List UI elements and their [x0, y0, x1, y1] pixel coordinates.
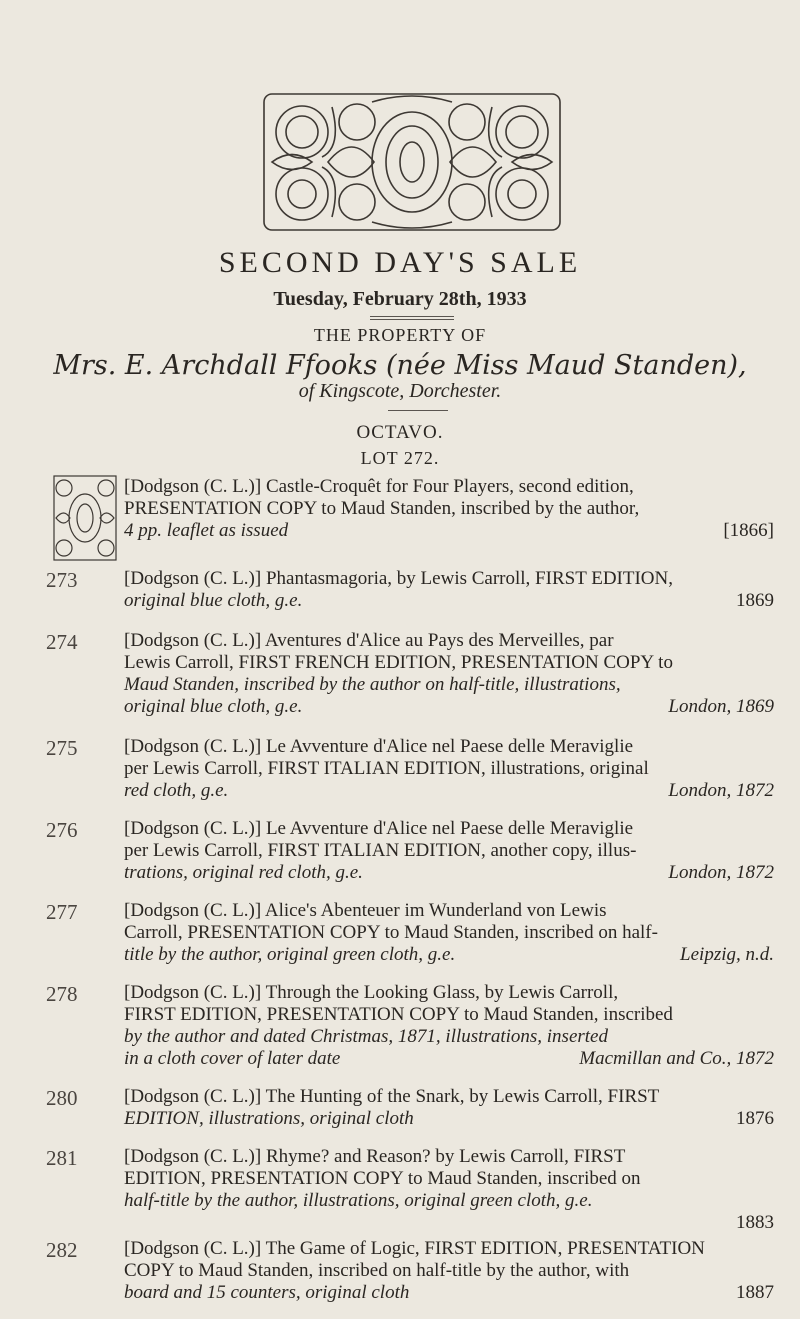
- sale-title: SECOND DAY'S SALE: [218, 246, 582, 279]
- lot-description: [124, 900, 774, 966]
- lot-number: 282: [46, 1238, 78, 1262]
- lot-line: [Dodgson (C. L.)] Aventures d'Alice au Pays des Merveilles, par: [124, 630, 614, 651]
- owner-residence: of Kingscote, Dorchester.: [298, 380, 502, 402]
- lot-line: Maud Standen, inscribed by the author on half-title, illustrations,: [124, 674, 621, 695]
- property-of-label: THE PROPERTY OF: [313, 325, 487, 345]
- lot-line: in a cloth cover of later date: [124, 1048, 341, 1069]
- lot-date: 1876: [736, 1108, 774, 1129]
- lot-line: [Dodgson (C. L.)] Rhyme? and Reason? by Lewis Carroll, FIRST: [124, 1146, 626, 1167]
- lot-line: [Dodgson (C. L.)] Alice's Abenteuer im Wunderland von Lewis: [124, 900, 607, 921]
- lot-line: 4 pp. leaflet as issued: [124, 520, 289, 541]
- lot-line: per Lewis Carroll, FIRST ITALIAN EDITION, another copy, illus-: [124, 840, 637, 861]
- lot-line: [Dodgson (C. L.)] Le Avventure d'Alice nel Paese delle Meraviglie: [124, 818, 634, 839]
- lot-line: board and 15 counters, original cloth: [124, 1282, 410, 1303]
- lot-line-with-date: [124, 944, 774, 966]
- lot-number: 278: [46, 982, 78, 1006]
- lot-date: London, 1872: [668, 862, 774, 883]
- lot-line: [Dodgson (C. L.)] The Hunting of the Snark, by Lewis Carroll, FIRST: [124, 1086, 660, 1107]
- lot-description: [124, 1146, 774, 1234]
- lot-number: 273: [46, 568, 78, 592]
- lot-description: [124, 630, 774, 718]
- lot-illustration-image: [52, 474, 118, 562]
- lot-line-with-date: [124, 590, 774, 612]
- lot-number: 274: [46, 630, 78, 654]
- lot-number: 280: [46, 1086, 78, 1110]
- lot-line: per Lewis Carroll, FIRST ITALIAN EDITION, illustrations, original: [124, 758, 649, 779]
- lot-date: 1883: [736, 1212, 774, 1233]
- lot-date: London, 1869: [668, 696, 774, 717]
- lot-line-with-date: [124, 1048, 774, 1070]
- section-heading: OCTAVO.: [356, 422, 444, 443]
- lot-line-with-date: [124, 1108, 774, 1130]
- lot-line-with-date: [124, 520, 774, 542]
- lot-description: [124, 818, 774, 884]
- lot-number: 277: [46, 900, 78, 924]
- lot-date: 1869: [736, 590, 774, 611]
- lot-heading: LOT 272.: [360, 448, 440, 468]
- lot-line: by the author and dated Christmas, 1871, illustrations, inserted: [124, 1026, 608, 1047]
- lot-description: [124, 1086, 774, 1130]
- lot-description: [124, 982, 774, 1070]
- lot-number: 275: [46, 736, 78, 760]
- lot-line: PRESENTATION COPY to Maud Standen, inscribed by the author,: [124, 498, 640, 519]
- lot-date: [1866]: [723, 520, 774, 541]
- lot-line-with-date: [124, 862, 774, 884]
- lot-description: [124, 1238, 774, 1304]
- sale-date: Tuesday, February 28th, 1933: [273, 288, 527, 310]
- lot-line: [Dodgson (C. L.)] The Game of Logic, FIRST EDITION, PRESENTATION: [124, 1238, 705, 1259]
- lot-line: red cloth, g.e.: [124, 780, 229, 801]
- lot-date: 1887: [736, 1282, 774, 1303]
- lot-date: Leipzig, n.d.: [680, 944, 774, 965]
- lot-line: half-title by the author, illustrations, original green cloth, g.e.: [124, 1190, 593, 1211]
- lot-line: Carroll, PRESENTATION COPY to Maud Standen, inscribed on half-: [124, 922, 658, 943]
- lot-line: original blue cloth, g.e.: [124, 590, 303, 611]
- lot-line: EDITION, illustrations, original cloth: [124, 1108, 414, 1129]
- lot-line: [Dodgson (C. L.)] Castle-Croquêt for Four Players, second edition,: [124, 476, 634, 497]
- lot-line: [Dodgson (C. L.)] Phantasmagoria, by Lewis Carroll, FIRST EDITION,: [124, 568, 673, 589]
- lot-line: COPY to Maud Standen, inscribed on half-title by the author, with: [124, 1260, 630, 1281]
- lot-date: London, 1872: [668, 780, 774, 801]
- lot-date: Macmillan and Co., 1872: [579, 1048, 774, 1069]
- lot-line: title by the author, original green cloth, g.e.: [124, 944, 456, 965]
- lot-number: 281: [46, 1146, 78, 1170]
- owner-name: Mrs. E. Archdall Ffooks (née Miss Maud Standen),: [53, 350, 747, 381]
- lot-line: original blue cloth, g.e.: [124, 696, 303, 717]
- ornament-header-decoration: [262, 92, 562, 232]
- lot-line-with-date: [124, 1282, 774, 1304]
- lot-line: Lewis Carroll, FIRST FRENCH EDITION, PRESENTATION COPY to: [124, 652, 673, 673]
- lot-line: trations, original red cloth, g.e.: [124, 862, 363, 883]
- lot-number: 276: [46, 818, 78, 842]
- lot-description: [124, 476, 774, 542]
- lot-line: EDITION, PRESENTATION COPY to Maud Standen, inscribed on: [124, 1168, 641, 1189]
- lot-line-with-date: [124, 780, 774, 802]
- lot-line: [Dodgson (C. L.)] Le Avventure d'Alice nel Paese delle Meraviglie: [124, 736, 634, 757]
- divider: [388, 410, 448, 411]
- lot-line: [Dodgson (C. L.)] Through the Looking Glass, by Lewis Carroll,: [124, 982, 619, 1003]
- lot-description: [124, 568, 774, 612]
- lot-line: FIRST EDITION, PRESENTATION COPY to Maud Standen, inscribed: [124, 1004, 673, 1025]
- divider: [370, 316, 454, 320]
- lot-description: [124, 736, 774, 802]
- lot-line-with-date: [124, 696, 774, 718]
